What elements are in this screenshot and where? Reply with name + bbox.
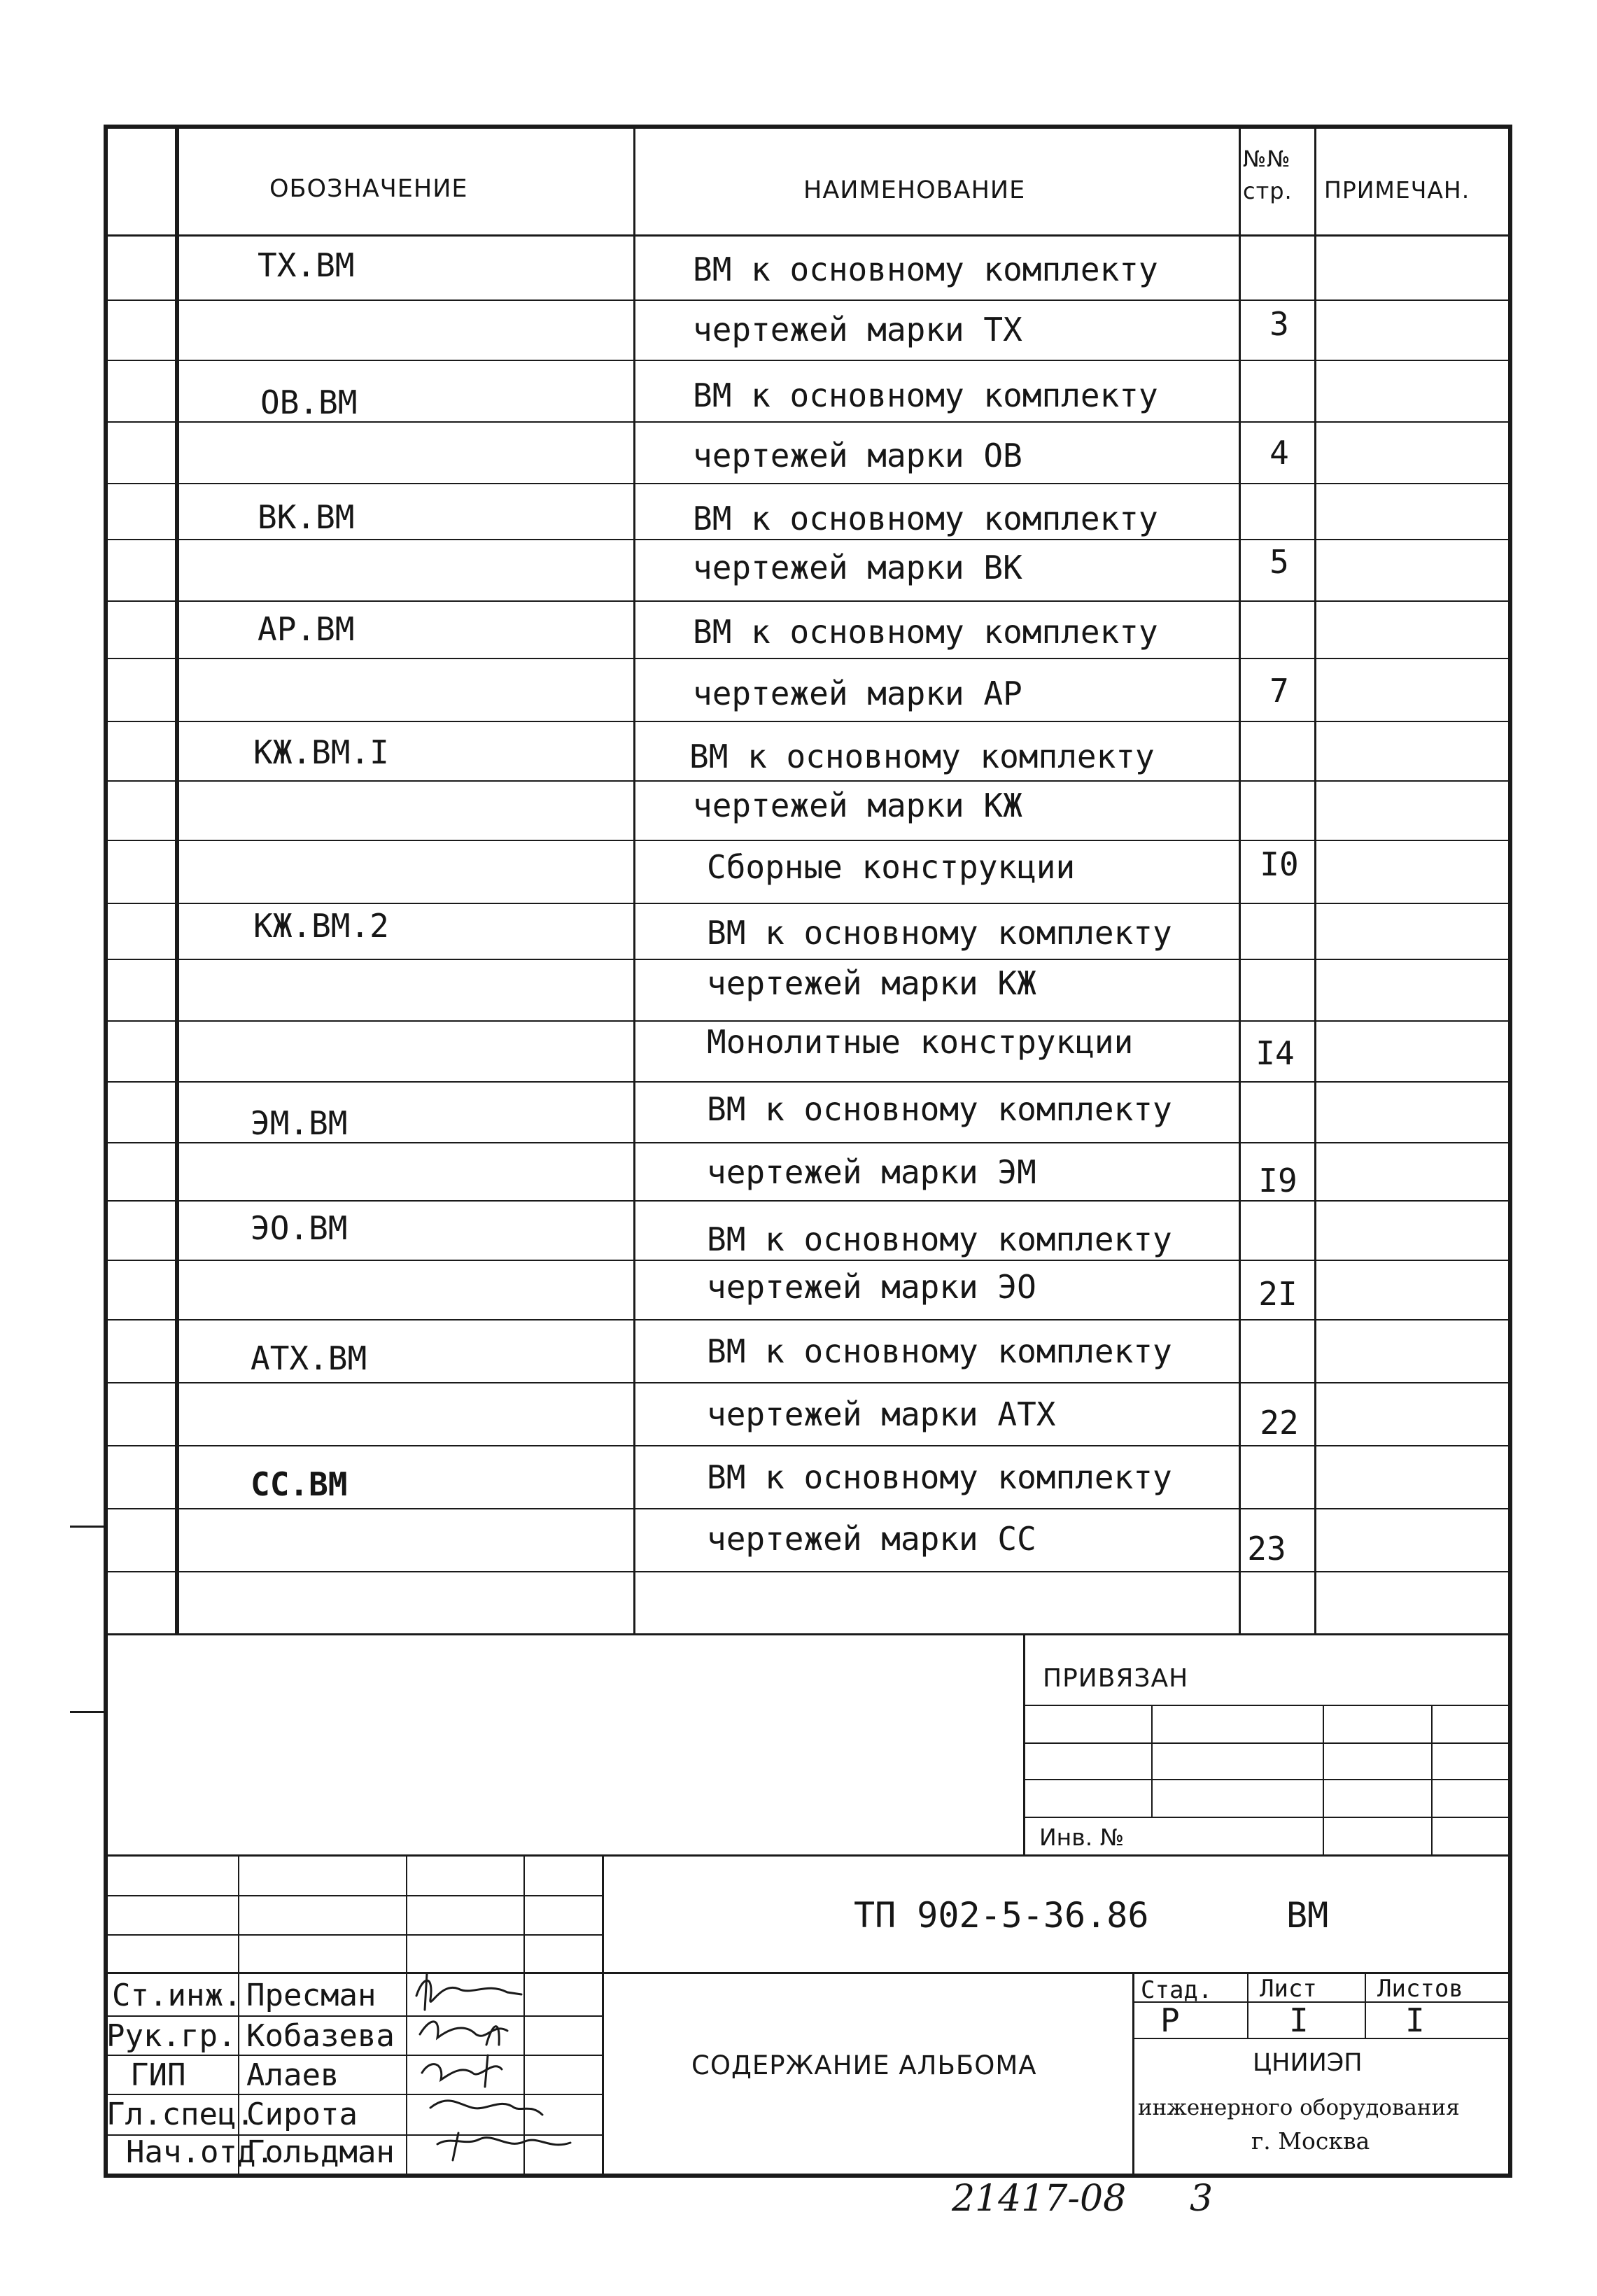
binding-title: ПРИВЯЗАН <box>1043 1664 1189 1693</box>
signatures-graphic <box>409 1968 598 2175</box>
header-name: НАИМЕНОВАНИЕ <box>803 176 1026 204</box>
sheets-label: Листов <box>1377 1975 1463 2003</box>
row-name: чертежей марки КЖ <box>693 787 1022 824</box>
row-code: АР.ВМ <box>258 610 355 648</box>
binding-col-line <box>1323 1705 1324 1856</box>
row-name: чертежей марки АР <box>693 675 1022 712</box>
binding-row-line <box>1023 1817 1512 1818</box>
document-code: ТП 902-5-36.86 <box>854 1895 1149 1936</box>
table-bottom-border <box>104 1633 1512 1635</box>
signatory-role: Нач.отд. <box>126 2134 274 2170</box>
binding-left-border <box>1023 1633 1025 1856</box>
row-divider <box>104 1020 1512 1022</box>
row-divider <box>104 721 1512 722</box>
signatory-role: ГИП <box>130 2057 186 2093</box>
row-code: АТХ.ВМ <box>251 1339 367 1377</box>
row-divider <box>104 421 1512 423</box>
frame-top-border <box>104 125 1512 129</box>
row-divider <box>104 1445 1512 1446</box>
row-code: ОВ.ВМ <box>260 383 358 421</box>
title-block-top <box>104 1854 1512 1857</box>
row-divider <box>104 840 1512 841</box>
document-title: СОДЕРЖАНИЕ АЛЬБОМА <box>691 2050 1037 2080</box>
row-name: чертежей марки ТХ <box>693 311 1022 348</box>
row-name: ВМ к основному комплекту <box>707 1090 1172 1128</box>
stage-row-line <box>1132 2038 1512 2039</box>
row-code: КЖ.ВМ.I <box>253 733 389 771</box>
row-page: 5 <box>1269 543 1289 581</box>
binding-col-line <box>1151 1705 1153 1817</box>
header-pages: №№ <box>1243 146 1291 172</box>
signatory-name: Пресман <box>246 1978 377 2013</box>
row-code: КЖ.ВМ.2 <box>253 907 389 945</box>
row-divider <box>104 1508 1512 1509</box>
row-name: ВМ к основному комплекту <box>707 914 1172 952</box>
row-divider <box>104 300 1512 301</box>
title-block-column <box>602 1854 604 2176</box>
margin-tick <box>70 1711 105 1713</box>
row-divider <box>104 600 1512 602</box>
sheet-label: Лист <box>1260 1975 1317 2003</box>
row-code: ЭМ.ВМ <box>251 1104 348 1142</box>
organization-city: г. Москва <box>1251 2127 1370 2155</box>
signatory-role: Рук.гр. <box>106 2018 237 2054</box>
row-name: чертежей марки АТХ <box>707 1395 1056 1433</box>
inv-number-label: Инв. № <box>1039 1824 1125 1851</box>
margin-tick <box>70 1526 105 1528</box>
row-name: чертежей марки СС <box>707 1520 1036 1558</box>
column-divider <box>175 125 179 1635</box>
signatory-name: Алаев <box>246 2057 339 2093</box>
row-name: ВМ к основному комплекту <box>693 376 1158 414</box>
row-name: чертежей марки КЖ <box>707 964 1036 1002</box>
row-name: чертежей марки ЭО <box>707 1268 1036 1306</box>
row-page: 23 <box>1247 1530 1286 1568</box>
header-notes: ПРИМЕЧАН. <box>1324 176 1470 204</box>
row-divider <box>104 780 1512 782</box>
row-page: I4 <box>1255 1034 1295 1072</box>
row-code: СС.ВМ <box>251 1465 348 1503</box>
row-page: 2I <box>1258 1275 1297 1313</box>
row-divider <box>104 539 1512 540</box>
row-name: Сборные конструкции <box>707 848 1076 886</box>
row-name: чертежей марки ОВ <box>693 437 1022 474</box>
row-divider <box>104 1319 1512 1320</box>
row-name: ВМ к основному комплекту <box>707 1220 1172 1258</box>
row-name: чертежей марки ЭМ <box>707 1153 1036 1191</box>
row-divider <box>104 1142 1512 1143</box>
column-divider <box>1239 125 1241 1635</box>
organization-subtitle: инженерного оборудования <box>1138 2095 1460 2120</box>
row-divider <box>104 658 1512 659</box>
row-divider <box>104 1200 1512 1202</box>
row-name: Монолитные конструкции <box>707 1023 1134 1061</box>
row-name: ВМ к основному комплекту <box>693 251 1158 288</box>
row-name: ВМ к основному комплекту <box>707 1332 1172 1370</box>
row-name: ВМ к основному комплекту <box>689 738 1155 775</box>
organization-name: ЦНИИЭП <box>1253 2049 1363 2077</box>
title-block-divider <box>104 1972 1512 1974</box>
row-page: 7 <box>1269 672 1289 710</box>
header-designation: ОБОЗНАЧЕНИЕ <box>269 175 468 203</box>
binding-row-line <box>1023 1742 1512 1744</box>
row-divider <box>104 360 1512 361</box>
row-divider <box>104 1571 1512 1572</box>
signatory-name: Сирота <box>246 2097 358 2132</box>
row-code: ЭО.ВМ <box>251 1209 348 1247</box>
sign-row-line <box>104 1934 602 1936</box>
signatory-role: Ст.инж. <box>112 1978 242 2013</box>
header-pages-sub: стр. <box>1243 178 1293 204</box>
stage-col-line <box>1247 1972 1248 2038</box>
row-divider <box>104 1081 1512 1083</box>
row-page: I9 <box>1258 1162 1297 1199</box>
binding-col-line <box>1431 1705 1433 1856</box>
row-divider <box>104 959 1512 960</box>
row-page: 3 <box>1269 305 1289 343</box>
sheet-value: I <box>1289 2001 1309 2039</box>
row-divider <box>104 483 1512 484</box>
frame-left-border <box>104 125 108 2178</box>
row-code: ТХ.ВМ <box>258 246 355 284</box>
column-divider <box>633 125 635 1635</box>
stage-label: Стад. <box>1141 1976 1213 2004</box>
stage-col-line <box>1365 1972 1366 2038</box>
row-name: чертежей марки ВК <box>693 549 1022 586</box>
page-number: 3 <box>1190 2178 1213 2220</box>
frame-bottom-border <box>104 2174 1512 2178</box>
row-name: ВМ к основному комплекту <box>707 1458 1172 1496</box>
row-page: 4 <box>1269 434 1289 472</box>
header-divider <box>104 234 1512 237</box>
row-page: I0 <box>1260 845 1299 883</box>
binding-row-line <box>1023 1779 1512 1780</box>
row-code: ВК.ВМ <box>258 498 355 536</box>
inventory-number: 21417-08 <box>952 2178 1127 2220</box>
row-name: ВМ к основному комплекту <box>693 613 1158 651</box>
row-divider <box>104 1382 1512 1383</box>
signatory-role: Гл.спец. <box>106 2097 255 2132</box>
frame-right-border <box>1508 125 1512 2178</box>
row-divider <box>104 903 1512 904</box>
row-page: 22 <box>1260 1404 1299 1442</box>
document-mark: ВМ <box>1286 1895 1329 1936</box>
sheets-value: I <box>1405 2001 1425 2039</box>
row-name: ВМ к основному комплекту <box>693 500 1158 537</box>
binding-row-line <box>1023 1705 1512 1706</box>
sign-row-line <box>104 1895 602 1896</box>
stage-value: Р <box>1160 2001 1180 2039</box>
column-divider <box>1314 125 1316 1635</box>
row-divider <box>104 1260 1512 1261</box>
signatory-name: Кобазева <box>246 2018 395 2054</box>
signatory-name: Гольдман <box>246 2134 395 2170</box>
